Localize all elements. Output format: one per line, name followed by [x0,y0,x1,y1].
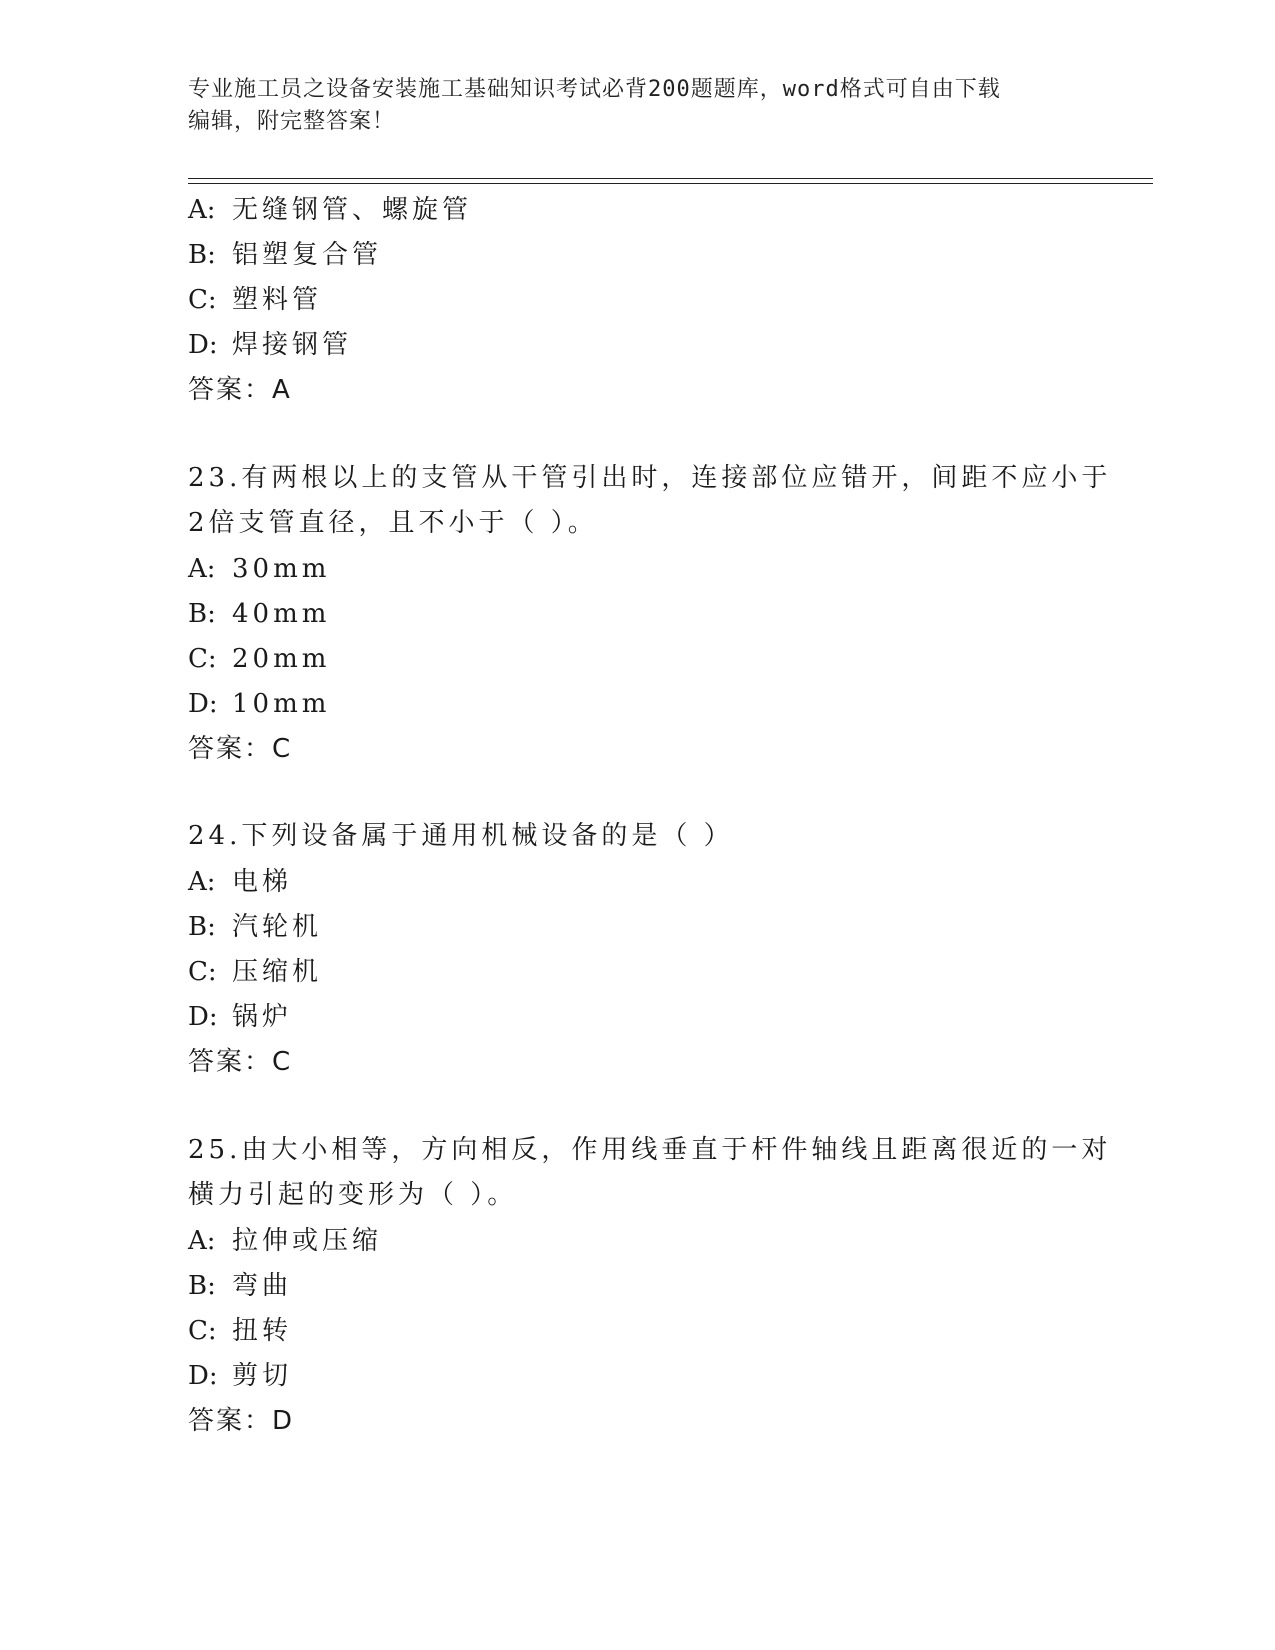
option-text: 30mm [232,554,331,584]
answer-line: 答案：C [188,734,293,764]
option-text: 铝塑复合管 [232,240,383,270]
header-divider-bottom [188,183,1153,184]
question-stem-line: 24.下列设备属于通用机械设备的是（ ） [188,821,734,851]
option-key: C: [188,644,217,674]
document-header [188,74,1068,138]
header-title-line-2: 编辑，附完整答案！ [188,109,396,134]
option-key: C: [188,1316,217,1346]
option-d [188,1001,292,1033]
option-b [188,598,330,630]
option-a [188,553,330,585]
option-text: 焊接钢管 [232,330,353,360]
option-a [188,1225,382,1257]
option-text: 40mm [232,599,331,629]
option-key: B: [188,599,216,629]
option-text: 无缝钢管、螺旋管 [232,195,473,225]
option-c [188,643,330,675]
option-b [188,911,322,943]
option-text: 扭转 [232,1316,293,1346]
option-text: 拉伸或压缩 [232,1226,383,1256]
option-key: A: [188,867,216,897]
option-text: 10mm [232,689,331,719]
option-text: 汽轮机 [232,912,323,942]
option-text: 20mm [232,644,331,674]
option-key: A: [188,1226,216,1256]
option-key: D: [188,330,218,360]
option-d [188,329,352,361]
option-text: 电梯 [232,867,293,897]
option-key: D: [188,1361,218,1391]
option-key: C: [188,285,217,315]
answer-line: 答案：D [188,1406,295,1436]
header-title-line-1: 专业施工员之设备安装施工基础知识考试必背200题题库，word格式可自由下载 [188,77,1001,102]
option-key: D: [188,1002,218,1032]
option-key: A: [188,195,216,225]
option-c [188,1315,292,1347]
answer-line: 答案：C [188,1047,293,1077]
question-stem-line: 23.有两根以上的支管从干管引出时，连接部位应错开，间距不应小于 [188,463,1112,493]
question-stem-line: 25.由大小相等，方向相反，作用线垂直于杆件轴线且距离很近的一对 [188,1135,1112,1165]
option-text: 锅炉 [232,1002,293,1032]
option-a [188,194,472,226]
header-divider-top [188,178,1153,179]
option-d [188,688,330,720]
option-key: D: [188,689,218,719]
option-text: 压缩机 [232,957,323,987]
answer-line: 答案：A [188,375,292,405]
option-text: 弯曲 [232,1271,293,1301]
option-text: 塑料管 [232,285,323,315]
option-key: B: [188,912,216,942]
option-c [188,284,322,316]
option-b [188,1270,292,1302]
option-d [188,1360,292,1392]
option-b [188,239,382,271]
option-key: A: [188,554,216,584]
option-key: B: [188,240,216,270]
option-key: B: [188,1271,216,1301]
option-text: 剪切 [232,1361,293,1391]
option-a [188,866,292,898]
option-key: C: [188,957,217,987]
option-c [188,956,322,988]
question-stem-line: 横力引起的变形为（ ）。 [188,1180,518,1210]
question-stem-line: 2倍支管直径，且不小于（ ）。 [188,508,598,538]
